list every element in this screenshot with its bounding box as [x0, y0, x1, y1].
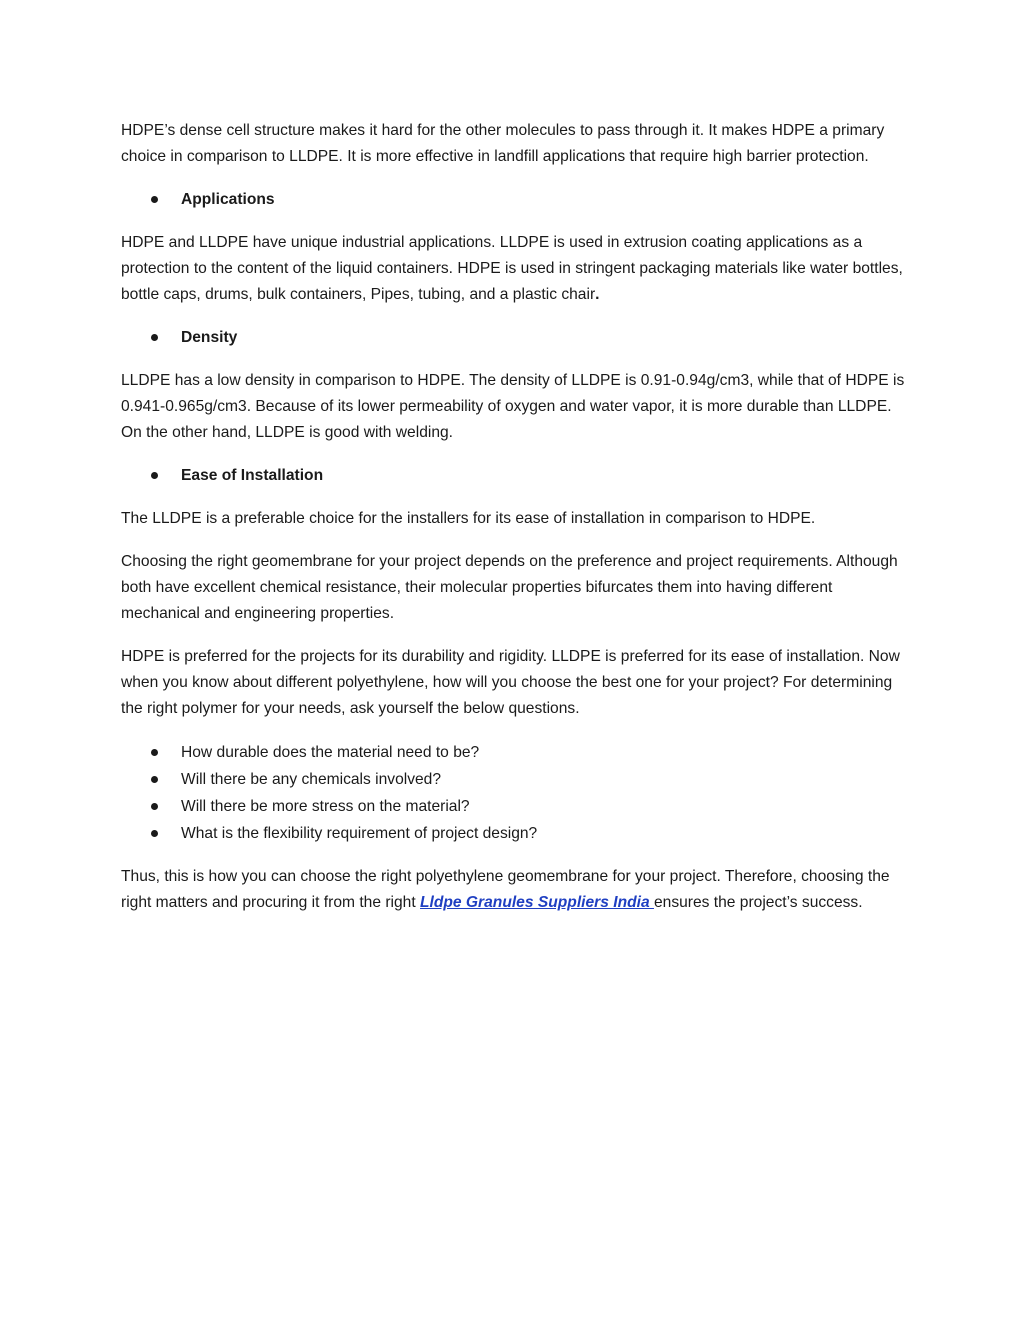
paragraph-conclusion-lead: Thus, this is how you can choose the right polyethylene geomembrane for your project. Therefore, choosing the right matters and procuring it from the right: [121, 868, 890, 911]
question-text: Will there be more stress on the material?: [181, 798, 470, 815]
heading-applications-label: Applications: [181, 191, 275, 208]
bullet-icon: [121, 820, 181, 847]
paragraph-applications-period: .: [595, 286, 600, 303]
bullet-icon: [121, 793, 181, 820]
list-item: [121, 793, 911, 820]
bullet-icon: [121, 325, 181, 351]
paragraph-hdpe-structure: HDPE’s dense cell structure makes it hard for the other molecules to pass through it. It makes HDPE a primary choice in comparison to LLDPE. It is more effective in landfill applications that require high barrier protection.: [121, 122, 885, 165]
bullet-icon: [121, 463, 181, 489]
question-text: Will there be any chemicals involved?: [181, 771, 442, 788]
suppliers-link[interactable]: Lldpe Granules Suppliers India: [420, 894, 654, 911]
list-item: [121, 766, 911, 793]
paragraph-preferences: HDPE is preferred for the projects for its durability and rigidity. LLDPE is preferred for its ease of installation. Now when you know about different polyethylene, how will you choose the best one for your project? For determining the right polymer for your needs, ask yourself the below questions.: [121, 648, 900, 717]
question-text: What is the flexibility requirement of project design?: [181, 825, 538, 842]
paragraph-conclusion: [121, 864, 911, 916]
question-text: How durable does the material need to be?: [181, 744, 480, 761]
paragraph-installation: The LLDPE is a preferable choice for the installers for its ease of installation in comparison to HDPE.: [121, 510, 816, 527]
bullet-icon: [121, 739, 181, 766]
heading-applications: [121, 187, 911, 213]
paragraph-conclusion-tail: ensures the project’s success.: [653, 894, 863, 911]
paragraph-choosing-geomembrane: Choosing the right geomembrane for your project depends on the preference and project requirements. Although both have excellent chemical resistance, their molecular properties bifurcates them into having different mechanical and engineering properties.: [121, 553, 898, 622]
paragraph-density: LLDPE has a low density in comparison to HDPE. The density of LLDPE is 0.91-0.94g/cm3, while that of HDPE is 0.941-0.965g/cm3. Because of its lower permeability of oxygen and water vapor, it is more durable than LLDPE. On the other hand, LLDPE is good with welding.: [121, 372, 905, 441]
bullet-icon: [121, 766, 181, 793]
bullet-icon: [121, 187, 181, 213]
heading-density: [121, 325, 911, 351]
list-item: [121, 820, 911, 847]
heading-ease-of-installation-label: Ease of Installation: [181, 467, 324, 484]
paragraph-applications: [121, 230, 911, 308]
paragraph-applications-text: HDPE and LLDPE have unique industrial applications. LLDPE is used in extrusion coating applications as a protection to the content of the liquid containers. HDPE is used in stringent packaging materials like water bottles, bottle caps, drums, bulk containers, Pipes, tubing, and a plastic chair: [121, 234, 903, 303]
questions-list: [121, 739, 911, 847]
heading-ease-of-installation: [121, 463, 911, 489]
list-item: [121, 739, 911, 766]
document-page: [121, 118, 911, 933]
heading-density-label: Density: [181, 329, 238, 346]
